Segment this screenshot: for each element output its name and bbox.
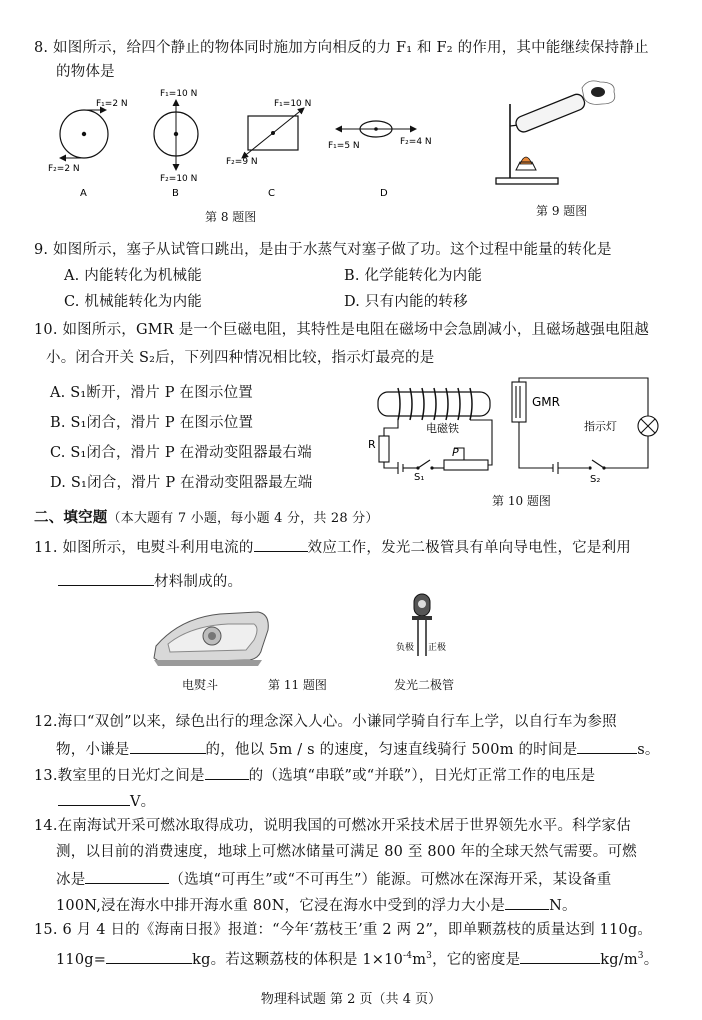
led-neg-label: 负极	[396, 643, 415, 653]
fig-d-ellipse	[328, 121, 432, 199]
q11-caption: 第 11 题图	[268, 678, 327, 692]
q10-label-s2: S₂	[590, 474, 601, 484]
fig-a-circle	[48, 99, 128, 199]
q15-exp1: -4	[403, 951, 413, 961]
q12-blank1[interactable]	[130, 738, 206, 754]
q11-text2: 效应工作，发光二极管具有单向导电性，它是利用	[307, 540, 631, 556]
section-title	[34, 508, 379, 529]
fig-c-f2: F₂=9 N	[226, 157, 258, 167]
fig-d-letter: D	[380, 188, 388, 199]
q14-text3b: （选填“可再生”或“不可再生”）能源。可燃冰在深海开采，某设备重	[169, 872, 612, 888]
q10-circuit	[368, 376, 668, 484]
q10-label-gmr: GMR	[532, 395, 560, 409]
q11-blank1[interactable]	[254, 536, 308, 552]
fig-a-f1: F₁=2 N	[96, 99, 128, 109]
q11-text1: 11. 如图所示，电熨斗利用电流的	[34, 540, 254, 556]
q14-line4	[56, 894, 577, 916]
q12-line1: 12.海口“双创”以来，绿色出行的理念深入人心。小谦同学骑自行车上学，以自行车为参照	[34, 714, 617, 730]
q15-blank2[interactable]	[520, 948, 600, 964]
q13-text2: 的（选填“串联”或“并联”），日光灯正常工作的电压是	[248, 768, 596, 784]
q10-label-s1: S₁	[414, 472, 425, 483]
q12-blank2[interactable]	[577, 738, 637, 754]
q10-option-d: D. S₁闭合，滑片 P 在滑动变阻器最左端	[50, 475, 313, 491]
q10-option-c: C. S₁闭合，滑片 P 在滑动变阻器最右端	[50, 445, 312, 461]
q15-text2f: 。	[643, 951, 659, 968]
q13-text1: 13.教室里的日光灯之间是	[34, 768, 205, 784]
fig-b-letter: B	[172, 188, 179, 199]
fig-c-rect	[226, 99, 311, 199]
q9-option-a: A. 内能转化为机械能	[64, 268, 202, 284]
q13-text3: V。	[130, 794, 156, 810]
q15-text2e: kg/m	[600, 951, 638, 968]
q8-caption: 第 8 题图	[205, 210, 257, 224]
q10-label-p: P	[452, 446, 459, 459]
fig-a-f2: F₂=2 N	[48, 164, 80, 174]
q10-option-a: A. S₁断开，滑片 P 在图示位置	[50, 385, 254, 401]
q8-line2: 的物体是	[56, 64, 115, 80]
q11-line1	[34, 536, 631, 558]
q10-caption: 第 10 题图	[492, 494, 551, 508]
q10-option-b: B. S₁闭合，滑片 P 在图示位置	[50, 415, 254, 431]
led-label: 发光二极管	[394, 678, 455, 692]
page-footer: 物理科试题 第 2 页（共 4 页）	[260, 992, 442, 1007]
q14-text3a: 冰是	[56, 872, 86, 888]
led-pos-label: 正极	[428, 643, 447, 653]
q8-figure	[38, 86, 448, 206]
q9-apparatus	[488, 74, 628, 194]
q14-blank2[interactable]	[505, 894, 549, 910]
q9-option-b: B. 化学能转化为内能	[344, 268, 483, 284]
q12-text3: 的，他以 5m / s 的速度，匀速直线骑行 500m 的时间是	[205, 742, 578, 758]
fig-c-letter: C	[268, 188, 275, 199]
q11-blank2[interactable]	[58, 570, 154, 586]
q14-line1: 14.在南海试开采可燃冰取得成功，说明我国的可燃冰开采技术居于世界领先水平。科学家估	[34, 818, 631, 834]
q9-stem: 9. 如图所示，塞子从试管口跳出，是由于水蒸气对塞子做了功。这个过程中能量的转化是	[34, 242, 612, 258]
q10-label-r: R	[368, 438, 376, 451]
led-image	[394, 590, 474, 670]
q12-line2	[56, 738, 660, 760]
q15-text2c: m	[412, 951, 427, 968]
q14-blank1[interactable]	[85, 868, 169, 884]
section-note: （本大题有 7 小题，每小题 4 分，共 28 分）	[107, 511, 379, 526]
q12-text2: 物，小谦是	[56, 742, 130, 758]
q10-line1: 10. 如图所示，GMR 是一个巨磁电阻，其特性是电阻在磁场中会急剧减小，且磁场越强电阻越	[34, 322, 650, 338]
q15-line2	[56, 946, 658, 970]
q15-line1: 15. 6 月 4 日的《海南日报》报道：“今年‘荔枝王’重 2 两 2”，即单颗荔枝的质量达到 110g。	[34, 922, 653, 938]
q9-caption: 第 9 题图	[536, 204, 588, 218]
q14-line2: 测，以目前的消费速度，地球上可燃冰储量可满足 80 至 800 年的全球天然气需要。可燃	[56, 844, 637, 860]
q12-text4: s。	[637, 742, 660, 758]
iron-image	[150, 600, 272, 670]
q10-label-lamp: 指示灯	[584, 420, 617, 433]
q14-text4b: N。	[549, 898, 577, 914]
q9-option-c: C. 机械能转化为内能	[64, 294, 202, 310]
fig-d-f1: F₁=5 N	[328, 141, 360, 151]
fig-b-circle	[154, 89, 198, 199]
q13-blank1[interactable]	[205, 764, 249, 780]
q15-blank1[interactable]	[106, 948, 192, 964]
fig-b-f2: F₂=10 N	[160, 174, 198, 184]
fig-a-letter: A	[80, 188, 87, 199]
iron-label: 电熨斗	[182, 678, 219, 692]
q11-text3: 材料制成的。	[154, 574, 243, 590]
fig-c-f1: F₁=10 N	[274, 99, 312, 109]
q11-line2	[58, 570, 242, 592]
section-title-text: 二、填空题	[34, 509, 108, 526]
q15-exp2: 3	[426, 951, 433, 961]
fig-d-f2: F₂=4 N	[400, 137, 432, 147]
q13-line1	[34, 764, 595, 786]
q8-line1: 8. 如图所示，给四个静止的物体同时施加方向相反的力 F₁ 和 F₂ 的作用，其中能继续保持静止	[34, 40, 649, 56]
q10-label-magnet: 电磁铁	[426, 422, 459, 435]
q13-line2	[58, 790, 155, 812]
q15-exp3: 3	[637, 951, 644, 961]
q15-text2d: ，它的密度是	[432, 951, 521, 968]
q14-text4a: 100N,浸在海水中排开海水重 80N，它浸在海水中受到的浮力大小是	[56, 898, 506, 914]
fig-b-f1: F₁=10 N	[160, 89, 198, 99]
q10-line2: 小。闭合开关 S₂后，下列四种情况相比较，指示灯最亮的是	[46, 350, 435, 366]
q13-blank2[interactable]	[58, 790, 130, 806]
q14-line3	[56, 868, 611, 890]
q9-option-d: D. 只有内能的转移	[344, 294, 468, 310]
q15-text2b: kg。若这颗荔枝的体积是 1×10	[192, 951, 404, 968]
q15-text2a: 110g=	[56, 951, 107, 968]
